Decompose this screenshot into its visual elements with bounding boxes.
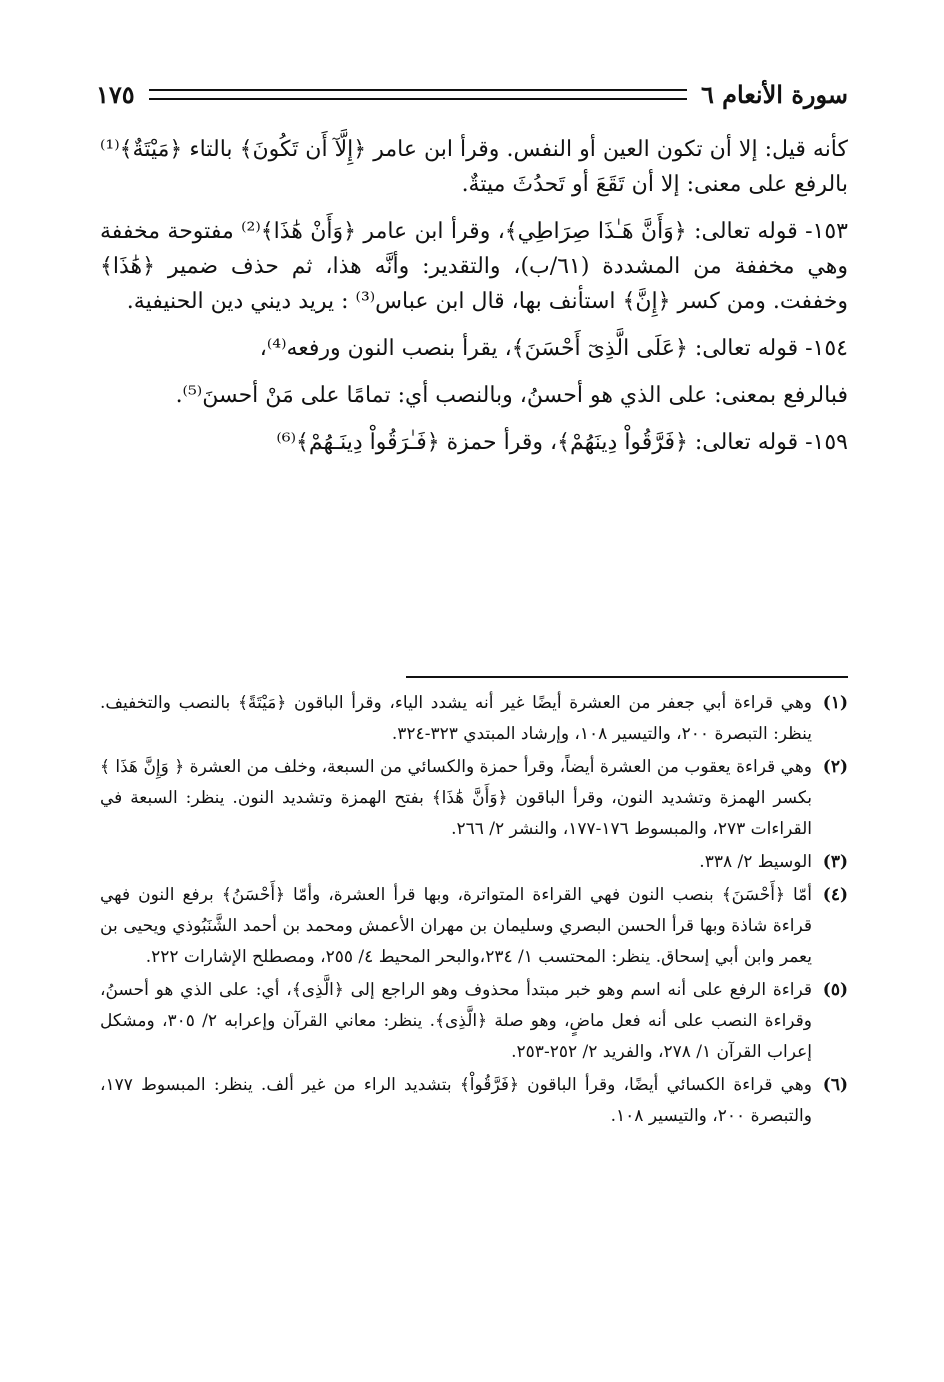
- footnotes: [100, 688, 848, 1134]
- footnote-text: وهي قراءة أبي جعفر من العشرة أيضًا غير أنه يشدد الياء، وقرأ الباقون ﴿مَيْتَةً﴾ بالنصب والتخفيف. ينظر: التبصرة ٢٠٠، والتيسير ١٠٨، وإرشاد المبتدي ٣٢٣-٣٢٤.: [100, 693, 812, 744]
- footnote-text: أمّا ﴿أَحْسَنَ﴾ بنصب النون فهي القراءة المتواترة، وبها قرأ العشرة، وأمّا ﴿أَحْسَنُ﴾ برفع النون فهي قراءة شاذة وبها قرأ الحسن البصري وسليمان بن مهران الأعمش ومحمد بن أحمد الشَّنَبُوذي ويحيى بن يعمر وابن أبي إسحاق. ينظر: المحتسب ١/ ٢٣٤،والبحر المحيط ٤/ ٢٥٥، ومصطلح الإشارات ٢٢٢.: [100, 885, 812, 967]
- footnote: [100, 975, 848, 1068]
- footnote: [100, 847, 848, 878]
- footnote: [100, 880, 848, 973]
- footnote: [100, 1070, 848, 1132]
- main-text: [100, 132, 848, 472]
- page-number: ١٧٥: [96, 79, 135, 109]
- footnote-number: (١): [822, 693, 848, 713]
- paragraph: فبالرفع بمعنى: على الذي هو أحسنُ، وبالنصب أي: تمامًا على مَنْ أحسنَ⁽⁵⁾.: [175, 383, 848, 408]
- footnote-number: (٣): [822, 852, 848, 872]
- footnote: [100, 752, 848, 845]
- footnote-text: وهي قراءة الكسائي أيضًا، وقرأ الباقون ﴿فَرَّقُواْ﴾ بتشديد الراء من غير ألف. ينظر: المبسوط ١٧٧، والتبصرة ٢٠٠، والتيسير ١٠٨.: [100, 1075, 812, 1126]
- footnote-text: وهي قراءة يعقوب من العشرة أيضاً، وقرأ حمزة والكسائي من السبعة، وخلف من العشرة ﴿ وَإِنَّ هَذَا ﴾ بكسر الهمزة وتشديد النون، وقرأ الباقون ﴿وَأَنَّ هَٰذَا﴾ بفتح الهمزة وتشديد النون. ينظر: السبعة في القراءات ٢٧٣، والمبسوط ١٧٦-١٧٧، والنشر ٢/ ٢٦٦.: [100, 757, 812, 839]
- header-double-rule: [149, 89, 687, 100]
- footnote-number: (٤): [822, 885, 848, 905]
- footnote-divider: [406, 676, 848, 678]
- paragraph: ١٥٣- قوله تعالى: ﴿وَأَنَّ هَـٰذَا صِرَاطِي﴾، وقرأ ابن عامر ﴿وَأَنْ هَٰذَا﴾⁽²⁾ مفتوحة مخففة وهي مخففة من المشددة (٦١/ب)، والتقدير: وأنَّه هذا، ثم حذف ضمير ﴿هَٰذَا﴾ وخففت. ومن كسر ﴿إِنَّ﴾ استأنف بها، قال ابن عباس⁽³⁾ : يريد ديني دين الحنيفية.: [100, 219, 848, 314]
- paragraph: ١٥٩- قوله تعالى: ﴿فَرَّقُواْ دِينَهُمْ﴾، وقرأ حمزة ﴿فَـٰرَقُواْ دِينَـهُمْ﴾⁽⁶⁾: [276, 430, 848, 455]
- footnote-number: (٦): [822, 1075, 848, 1095]
- paragraph: كأنه قيل: إلا أن تكون العين أو النفس. وقرأ ابن عامر ﴿إِلَّآ أَن تَكُونَ﴾ بالتاء ﴿مَيْتَةٌ﴾⁽¹⁾ بالرفع على معنى: إلا أن تَقَعَ أو تَحدُثَ ميتةٌ.: [100, 137, 848, 197]
- footnote: [100, 688, 848, 750]
- footnote-number: (٢): [822, 757, 848, 777]
- surah-title: سورة الأنعام ٦: [700, 79, 848, 109]
- footnote-text: قراءة الرفع على أنه اسم وهو خبر مبتدأ محذوف وهو الراجع إلى ﴿الَّذِى﴾، أي: على الذي هو أحسنُ، وقراءة النصب على أنه فعل ماضٍ، وهو صلة ﴿الَّذِى﴾. ينظر: معاني القرآن وإعرابه ٢/ ٣٠٥، ومشكل إعراب القرآن ١/ ٢٧٨، والفريد ٢/ ٢٥٢-٢٥٣.: [100, 980, 813, 1062]
- footnote-number: (٥): [822, 980, 848, 1000]
- footnote-text: الوسيط ٢/ ٣٣٨.: [699, 852, 812, 872]
- paragraph: ١٥٤- قوله تعالى: ﴿عَلَى الَّذِىٓ أَحْسَنَ﴾، يقرأ بنصب النون ورفعه⁽⁴⁾،: [259, 336, 848, 361]
- running-header: [96, 74, 848, 114]
